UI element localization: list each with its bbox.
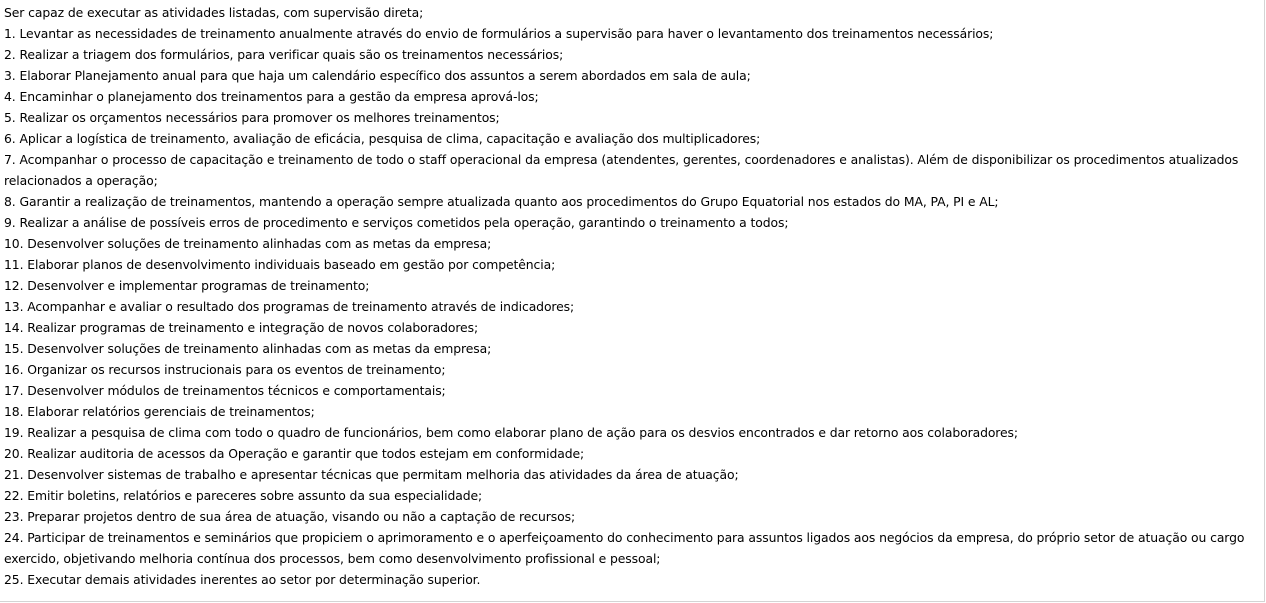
list-item: 15. Desenvolver soluções de treinamento alinhadas com as metas da empresa; xyxy=(4,341,492,356)
list-item: 14. Realizar programas de treinamento e integração de novos colaboradores; xyxy=(4,320,479,335)
list-item: 24. Participar de treinamentos e seminários que propiciem o aprimoramento e o aperfeiçoamento do conhecimento para assuntos ligados aos negócios da empresa, do próprio setor de atuação ou cargo exercido, objetivando melhoria contínua dos processos, bem como desenvolvimento profissional e pessoal; xyxy=(4,530,1245,566)
list-item: 6. Aplicar a logística de treinamento, avaliação de eficácia, pesquisa de clima, capacitação e avaliação dos multiplicadores; xyxy=(4,131,761,146)
activity-list xyxy=(4,2,1258,590)
list-item: 1. Levantar as necessidades de treinamento anualmente através do envio de formulários a supervisão para haver o levantamento dos treinamentos necessários; xyxy=(4,26,994,41)
list-item: 16. Organizar os recursos instrucionais para os eventos de treinamento; xyxy=(4,362,446,377)
list-item: 25. Executar demais atividades inerentes ao setor por determinação superior. xyxy=(4,572,481,587)
list-item: 11. Elaborar planos de desenvolvimento individuais baseado em gestão por competência; xyxy=(4,257,556,272)
list-item: 13. Acompanhar e avaliar o resultado dos programas de treinamento através de indicadores; xyxy=(4,299,575,314)
list-item: 18. Elaborar relatórios gerenciais de treinamentos; xyxy=(4,404,315,419)
list-item: 19. Realizar a pesquisa de clima com todo o quadro de funcionários, bem como elaborar plano de ação para os desvios encontrados e dar retorno aos colaboradores; xyxy=(4,425,1018,440)
list-item: 8. Garantir a realização de treinamentos, mantendo a operação sempre atualizada quanto aos procedimentos do Grupo Equatorial nos estados do MA, PA, PI e AL; xyxy=(4,194,999,209)
list-item: 2. Realizar a triagem dos formulários, para verificar quais são os treinamentos necessários; xyxy=(4,47,564,62)
list-item: 21. Desenvolver sistemas de trabalho e apresentar técnicas que permitam melhoria das atividades da área de atuação; xyxy=(4,467,739,482)
list-item: 4. Encaminhar o planejamento dos treinamentos para a gestão da empresa aprová-los; xyxy=(4,89,539,104)
list-item: 9. Realizar a análise de possíveis erros de procedimento e serviços cometidos pela operação, garantindo o treinamento a todos; xyxy=(4,215,789,230)
list-item: 5. Realizar os orçamentos necessários para promover os melhores treinamentos; xyxy=(4,110,500,125)
list-item: 17. Desenvolver módulos de treinamentos técnicos e comportamentais; xyxy=(4,383,446,398)
list-item: 23. Preparar projetos dentro de sua área de atuação, visando ou não a captação de recursos; xyxy=(4,509,576,524)
list-item: 7. Acompanhar o processo de capacitação e treinamento de todo o staff operacional da empresa (atendentes, gerentes, coordenadores e analistas). Além de disponibilizar os procedimentos atualizados relacionados a operação; xyxy=(4,152,1239,188)
list-item: 22. Emitir boletins, relatórios e pareceres sobre assunto da sua especialidade; xyxy=(4,488,483,503)
intro-line: Ser capaz de executar as atividades listadas, com supervisão direta; xyxy=(4,5,424,20)
list-item: 20. Realizar auditoria de acessos da Operação e garantir que todos estejam em conformidade; xyxy=(4,446,585,461)
list-item: 12. Desenvolver e implementar programas de treinamento; xyxy=(4,278,370,293)
list-item: 10. Desenvolver soluções de treinamento alinhadas com as metas da empresa; xyxy=(4,236,492,251)
list-item: 3. Elaborar Planejamento anual para que haja um calendário específico dos assuntos a serem abordados em sala de aula; xyxy=(4,68,751,83)
